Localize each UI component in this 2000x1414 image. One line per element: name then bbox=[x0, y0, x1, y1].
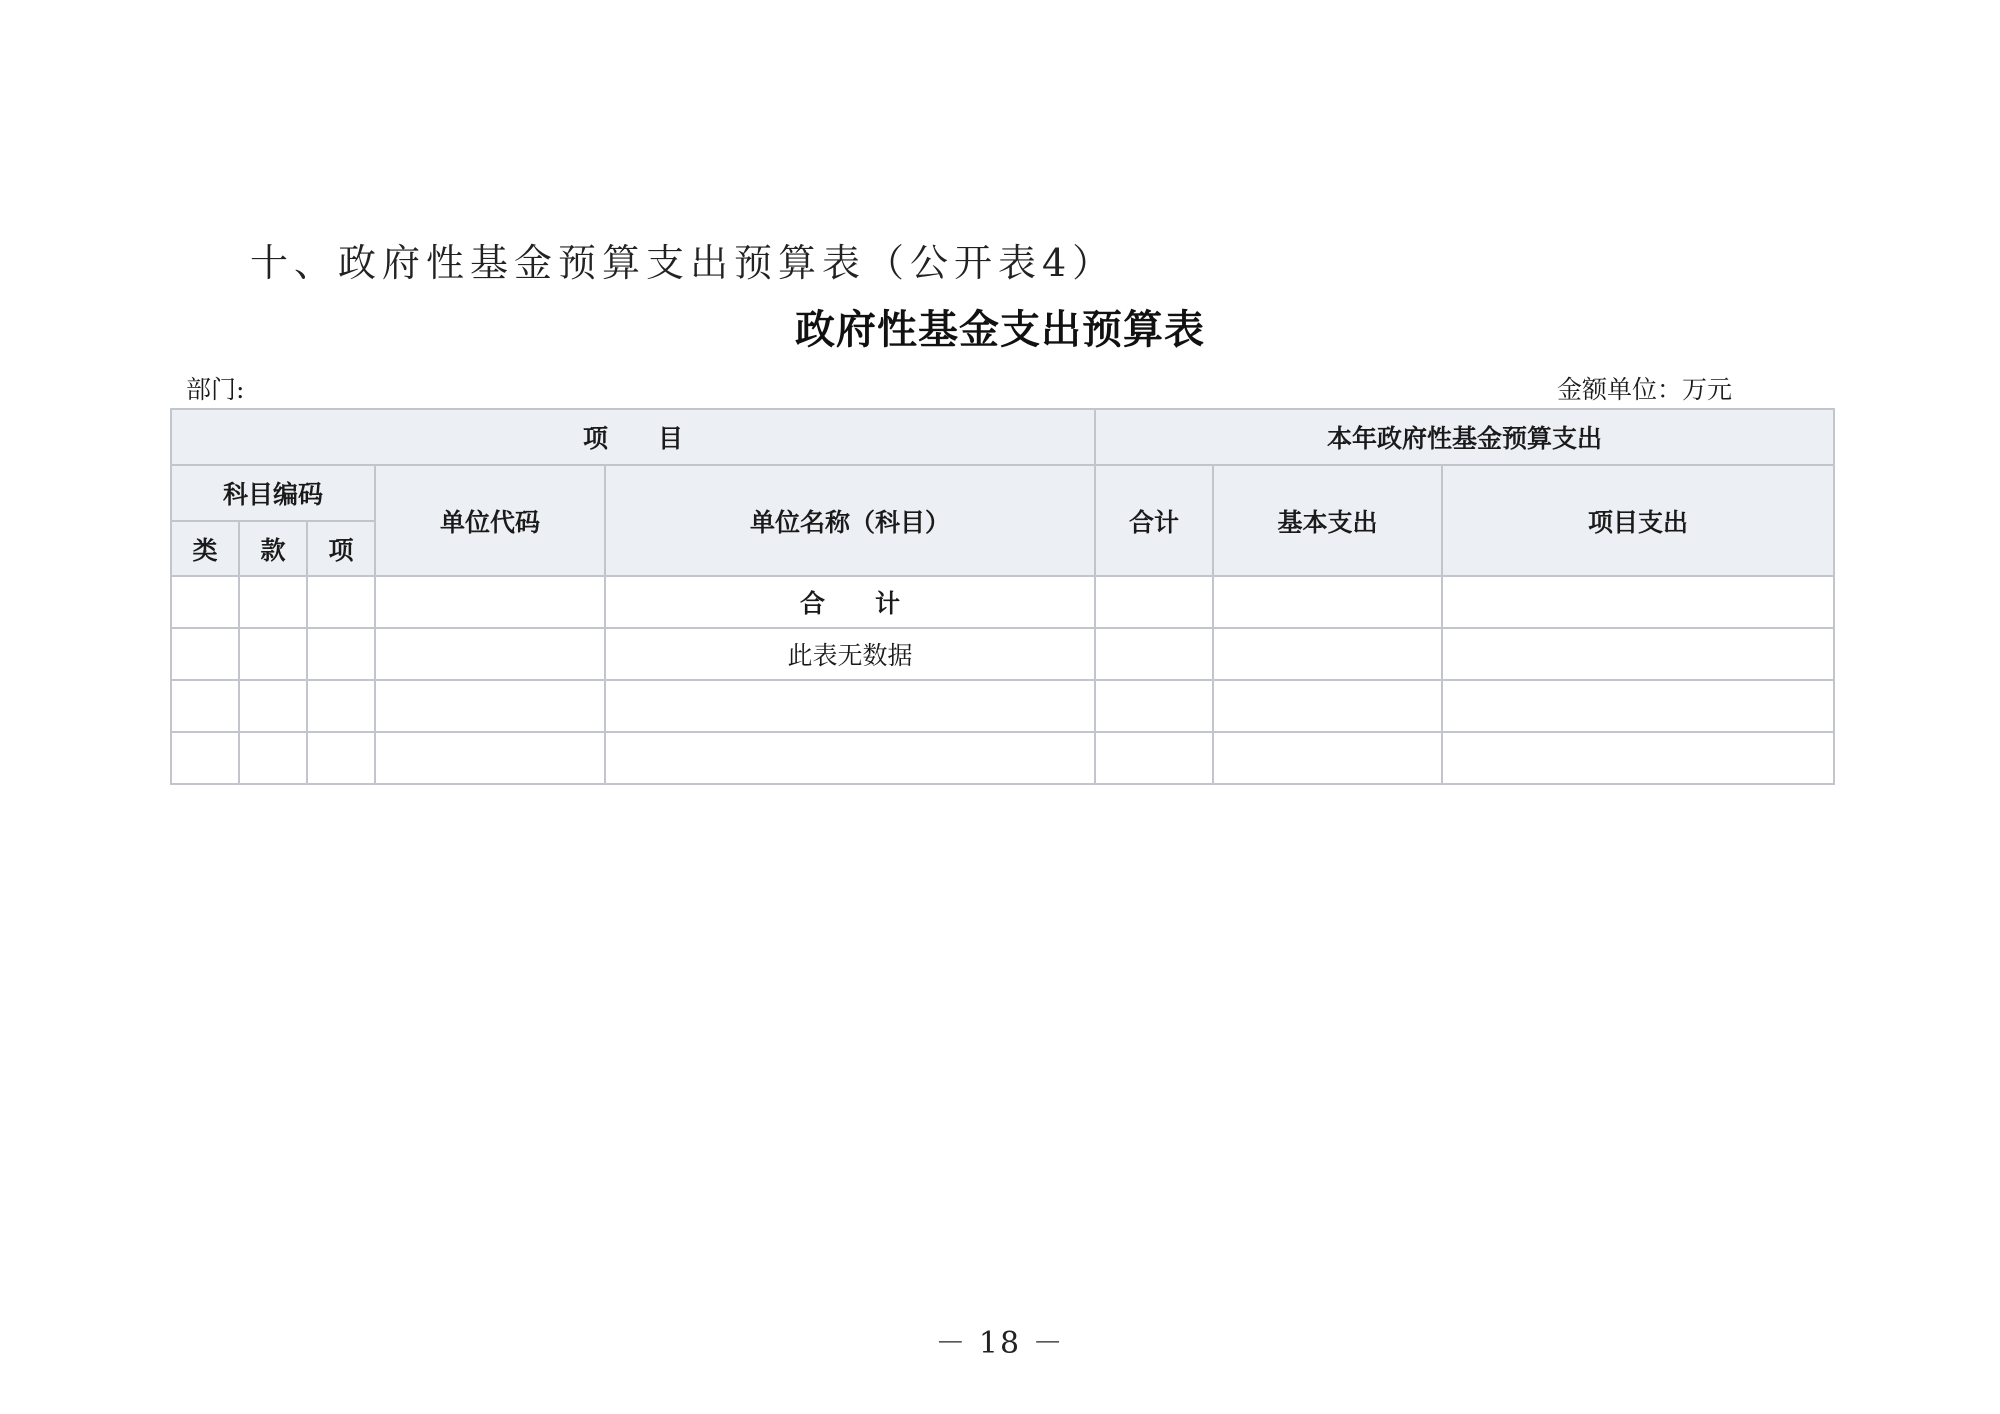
table-cell bbox=[239, 576, 307, 628]
table-cell bbox=[1095, 732, 1213, 784]
table-cell bbox=[307, 680, 375, 732]
section-heading: 十、政府性基金预算支出预算表（公开表4） bbox=[250, 241, 1117, 285]
table-cell bbox=[171, 732, 239, 784]
table-cell bbox=[1213, 680, 1442, 732]
table-cell bbox=[307, 628, 375, 680]
table-cell bbox=[605, 680, 1095, 732]
table-cell bbox=[1442, 732, 1834, 784]
header-item: 项 bbox=[307, 521, 375, 576]
table-cell bbox=[239, 680, 307, 732]
header-unit-name: 单位名称（科目） bbox=[605, 465, 1095, 576]
header-class: 类 bbox=[171, 521, 239, 576]
table-row bbox=[171, 732, 1834, 784]
table-cell bbox=[171, 680, 239, 732]
department-label: 部门: bbox=[186, 375, 245, 404]
header-row-columns bbox=[171, 465, 1834, 521]
budget-table bbox=[170, 408, 1835, 785]
table-cell bbox=[375, 680, 605, 732]
table-cell bbox=[239, 732, 307, 784]
header-total: 合计 bbox=[1095, 465, 1213, 576]
table-cell bbox=[1442, 680, 1834, 732]
table-cell bbox=[1442, 628, 1834, 680]
table-cell bbox=[1213, 732, 1442, 784]
header-section: 款 bbox=[239, 521, 307, 576]
table-cell bbox=[375, 628, 605, 680]
header-project-expenditure: 项目支出 bbox=[1442, 465, 1834, 576]
header-budget-expenditure: 本年政府性基金预算支出 bbox=[1095, 409, 1834, 465]
table-row bbox=[171, 680, 1834, 732]
table-cell bbox=[1095, 628, 1213, 680]
table-cell bbox=[239, 628, 307, 680]
table-cell bbox=[1095, 680, 1213, 732]
table-cell bbox=[605, 732, 1095, 784]
table-cell bbox=[171, 576, 239, 628]
amount-unit-label: 金额单位：万元 bbox=[1556, 375, 1732, 404]
table-row bbox=[171, 628, 1834, 680]
total-row-label: 合 计 bbox=[605, 576, 1095, 628]
table-cell bbox=[307, 576, 375, 628]
header-subject-code: 科目编码 bbox=[171, 465, 375, 521]
table-row-total bbox=[171, 576, 1834, 628]
table-cell bbox=[1213, 576, 1442, 628]
table-cell bbox=[1442, 576, 1834, 628]
table-cell bbox=[375, 576, 605, 628]
table-cell bbox=[375, 732, 605, 784]
header-unit-code: 单位代码 bbox=[375, 465, 605, 576]
table-cell bbox=[1213, 628, 1442, 680]
header-items: 项 目 bbox=[171, 409, 1095, 465]
table-cell bbox=[171, 628, 239, 680]
page-number: － 18 － bbox=[935, 1326, 1065, 1361]
document-title: 政府性基金支出预算表 bbox=[795, 306, 1205, 353]
table-cell bbox=[1095, 576, 1213, 628]
no-data-notice: 此表无数据 bbox=[605, 628, 1095, 680]
table-cell bbox=[307, 732, 375, 784]
header-basic-expenditure: 基本支出 bbox=[1213, 465, 1442, 576]
header-row-group bbox=[171, 409, 1834, 465]
